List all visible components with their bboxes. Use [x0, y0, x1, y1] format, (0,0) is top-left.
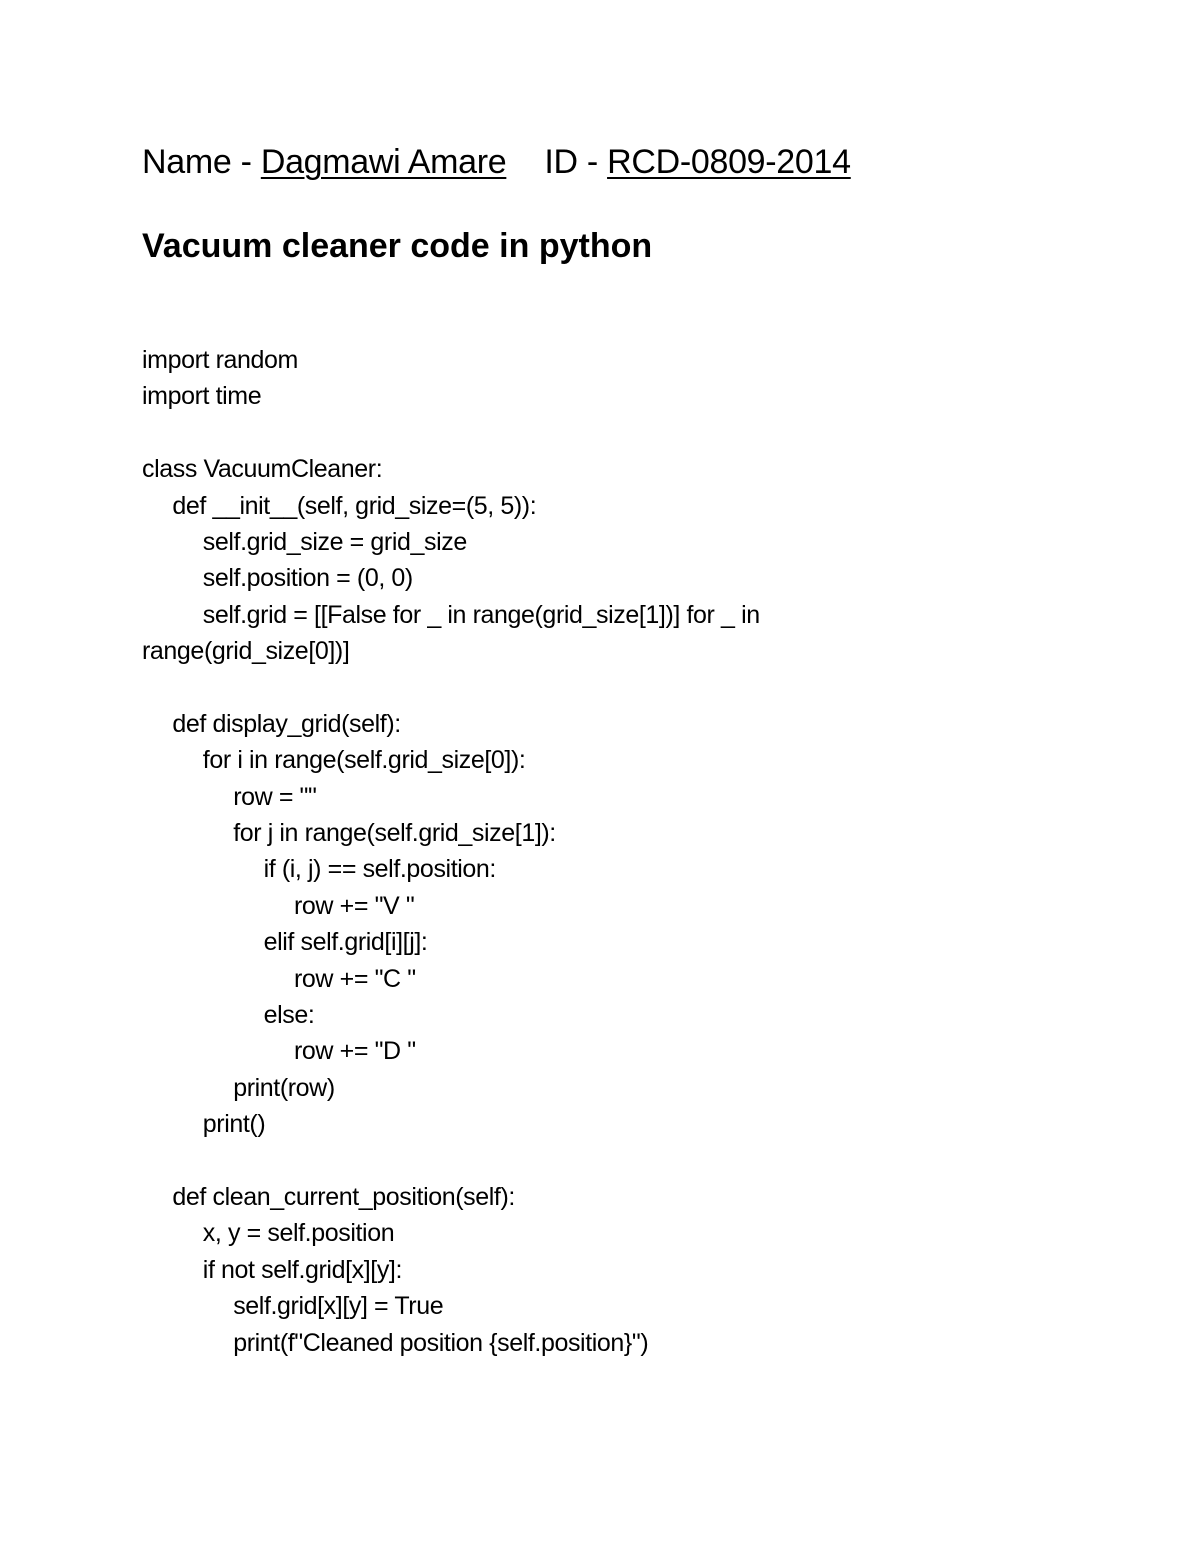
code-line: print(row)	[233, 1073, 335, 1102]
code-line: if not self.grid[x][y]:	[202, 1255, 403, 1284]
code-line: def __init__(self, grid_size=(5, 5)):	[172, 491, 537, 520]
code-line: x, y = self.position	[202, 1219, 395, 1248]
document-title: Vacuum cleaner code in python	[142, 227, 653, 265]
student-info-line	[142, 140, 851, 184]
code-line: range(grid_size[0])]	[142, 637, 350, 666]
student-id: RCD-0809-2014	[607, 143, 851, 181]
id-label: ID -	[544, 143, 608, 181]
code-line: def display_grid(self):	[172, 709, 401, 738]
code-line: else:	[263, 1001, 315, 1030]
code-line: row += "D "	[294, 1037, 416, 1066]
code-line: self.grid_size = grid_size	[202, 527, 467, 556]
code-line: if (i, j) == self.position:	[263, 855, 496, 884]
code-line: self.grid = [[False for _ in range(grid_size[1])] for _ in	[202, 600, 760, 629]
code-line: self.grid[x][y] = True	[233, 1292, 444, 1321]
code-line: row += "C "	[294, 964, 416, 993]
code-line: import random	[142, 346, 298, 374]
code-line: elif self.grid[i][j]:	[263, 928, 428, 957]
code-line: for j in range(self.grid_size[1]):	[233, 819, 556, 848]
code-line: print()	[202, 1110, 266, 1139]
name-label: Name -	[142, 143, 261, 181]
code-blank-line	[142, 1143, 1102, 1179]
code-line: class VacuumCleaner:	[142, 455, 383, 484]
code-listing	[142, 342, 1102, 1361]
code-line: row = ""	[233, 782, 317, 811]
code-blank-line	[142, 415, 1102, 451]
code-line: self.position = (0, 0)	[202, 564, 413, 593]
student-name: Dagmawi Amare	[260, 143, 507, 181]
code-line: print(f"Cleaned position {self.position}")	[233, 1328, 649, 1357]
code-line: def clean_current_position(self):	[172, 1182, 515, 1211]
code-blank-line	[142, 670, 1102, 706]
code-line: import time	[142, 382, 262, 411]
code-line: row += "V "	[294, 891, 415, 920]
code-line: for i in range(self.grid_size[0]):	[202, 746, 526, 775]
